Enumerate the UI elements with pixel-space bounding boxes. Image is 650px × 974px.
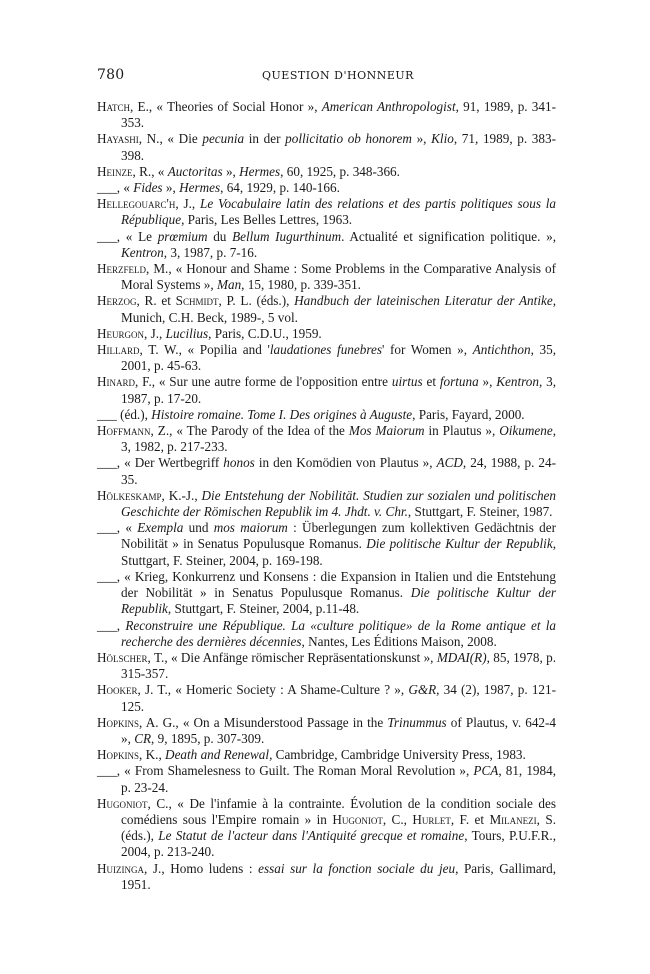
author-name: Hellegouarc'h xyxy=(97,196,176,212)
entry-text: , 91, 1989, p. 341-353. xyxy=(121,99,556,131)
entry-text: , 85, 1978, p. 315-357. xyxy=(121,649,557,682)
bibliography-entry xyxy=(97,488,556,520)
entry-text: , E., « Theories of Social Honor », xyxy=(130,99,322,114)
title-italic: Kentron xyxy=(121,244,164,260)
entry-text: : Überlegungen zum kollektiven Gedächtnis der Nobilität » in Senatus Populusque Romanus. xyxy=(121,520,557,552)
author-name: Heinze xyxy=(97,163,133,179)
bibliography-entry xyxy=(97,342,556,374)
author-name: Hinard xyxy=(97,374,136,390)
bibliography-entry xyxy=(97,180,556,196)
entry-text: in der xyxy=(244,131,286,147)
entry-text: , Stuttgart, F. Steiner, 2004, p.11-48. xyxy=(167,601,360,617)
bibliography-entry xyxy=(97,520,556,569)
entry-text: in Plautus », xyxy=(424,423,500,439)
entry-text: , 9, 1895, p. 307-309. xyxy=(151,730,265,746)
entry-text: und xyxy=(183,520,214,536)
title-italic: PCA xyxy=(473,763,499,779)
bibliography-entry xyxy=(97,455,556,487)
bibliography-entry xyxy=(97,261,556,293)
entry-text: , Nantes, Les Éditions Maison, 2008. xyxy=(301,633,497,649)
entry-text: , 35, 2001, p. 45-63. xyxy=(121,342,557,374)
entry-text: , 15, 1980, p. 339-351. xyxy=(241,277,361,293)
title-italic: mos maiorum xyxy=(213,520,288,536)
entry-text: , Munich, C.H. Beck, 1989-, 5 vol. xyxy=(121,293,556,325)
entry-text: », xyxy=(478,374,497,390)
entry-text: , T. W., « Popilia and ' xyxy=(139,342,270,358)
title-italic: American Anthropologist xyxy=(321,99,456,114)
title-italic: fortuna xyxy=(439,374,479,390)
entry-text: , K.-J., xyxy=(161,487,202,503)
author-name: Herzfeld xyxy=(97,261,147,277)
entry-text: . Actualité et signification politique. », xyxy=(341,228,557,244)
title-italic: Klio xyxy=(431,131,454,147)
title-italic: uirtus xyxy=(391,374,423,390)
entry-text: , 71, 1989, p. 383-398. xyxy=(121,131,556,163)
entry-text: , N., « Die xyxy=(138,131,203,147)
entry-text: du xyxy=(207,228,233,244)
entry-text: , J. T., « Homeric Society : A Shame-Culture ? », xyxy=(137,682,409,698)
bibliography-entry xyxy=(97,293,556,325)
title-italic: CR xyxy=(134,730,152,746)
entry-text: , Z., « The Parody of the Idea of the xyxy=(150,423,349,439)
bibliography-entry xyxy=(97,196,556,228)
bibliography-entry xyxy=(97,131,556,163)
entry-text: , Paris, Fayard, 2000. xyxy=(412,406,525,422)
bibliography-entry xyxy=(97,861,556,893)
author-name: Heurgon xyxy=(97,325,145,341)
bibliography-entry xyxy=(97,407,556,423)
title-italic: Kentron xyxy=(496,374,539,390)
title-italic: Oikumene xyxy=(499,423,553,439)
author-name: Schmidt xyxy=(175,293,219,309)
bibliography-entry xyxy=(97,715,556,747)
title-italic: Exempla xyxy=(137,520,184,536)
title-italic: Le Vocabulaire latin des relations et des partis politiques sous la République xyxy=(121,196,556,228)
entry-text: , 3, 1987, p. 7-16. xyxy=(163,244,258,260)
title-italic: Man xyxy=(216,277,242,293)
title-italic: Death and Renewal xyxy=(165,747,270,763)
entry-text: ___, xyxy=(97,617,126,633)
entry-text: , Cambridge, Cambridge University Press, 1983. xyxy=(269,747,526,763)
bibliography-entry xyxy=(97,326,556,342)
title-italic: essai sur la fonction sociale du jeu xyxy=(258,860,456,876)
bibliography-entry xyxy=(97,164,556,180)
entry-text: ' for Women », xyxy=(381,342,473,358)
entry-text: , C., « De l'infamie à la contrainte. Évolution de la condition sociale des comédiens sous l'Empire romain » in xyxy=(121,795,556,827)
author-name: Milanezi xyxy=(489,811,537,827)
title-italic: Mos Maiorum xyxy=(348,423,425,439)
entry-text: , Paris, Les Belles Lettres, 1963. xyxy=(181,212,353,228)
entry-text: ___, « xyxy=(97,180,134,196)
entry-text: ___, « Der Wertbegriff xyxy=(97,455,224,471)
title-italic: G&R xyxy=(408,682,437,698)
entry-text: », xyxy=(222,163,240,179)
entry-text: , Stuttgart, F. Steiner, 2004, p. 169-198. xyxy=(121,536,556,568)
title-italic: Die Entstehung der Nobilität. Studien zur sozialen und politischen Geschichte der Römischen Republik im 4. Jhdt. v. Chr. xyxy=(121,487,556,520)
bibliography-entry xyxy=(97,99,556,131)
title-italic: Le Statut de l'acteur dans l'Antiquité grecque et romaine xyxy=(158,828,465,844)
title-italic: Die politische Kultur der Republik xyxy=(366,536,553,552)
bibliography-entry xyxy=(97,618,556,650)
bibliography-entry xyxy=(97,650,556,682)
entry-text: ___, « From Shamelesness to Guilt. The Roman Moral Revolution », xyxy=(97,763,474,779)
title-italic: ACD xyxy=(436,455,463,471)
entry-text: , J., Homo ludens : xyxy=(144,860,259,876)
entry-text: , 60, 1925, p. 348-366. xyxy=(280,163,400,179)
author-name: Hopkins xyxy=(97,714,140,730)
title-italic: Hermes xyxy=(179,180,221,196)
author-name: Hölkeskamp xyxy=(97,487,162,503)
title-italic: pollicitatio ob honorem xyxy=(285,131,412,147)
bibliography-entry xyxy=(97,763,556,795)
author-name: Hillard xyxy=(97,342,140,358)
entry-text: , 81, 1984, p. 23-24. xyxy=(121,763,556,795)
entry-text: , F., « Sur une autre forme de l'opposition entre xyxy=(135,374,392,390)
entry-text: ___, « Krieg, Konkurrenz und Konsens : die Expansion in Italien und die Entstehung der Nobilität » in Senatus Populusque Romanus. xyxy=(97,568,556,601)
entry-text: et xyxy=(422,374,440,390)
title-italic: Die politische Kultur der Republik xyxy=(121,585,556,617)
entry-text: , 64, 1929, p. 140-166. xyxy=(220,180,340,196)
entry-text: , J., xyxy=(175,196,200,212)
title-italic: Trinummus xyxy=(387,714,447,730)
bibliography-entry xyxy=(97,569,556,618)
bibliography-entry xyxy=(97,423,556,455)
title-italic: prœmium xyxy=(157,228,208,244)
title-italic: Reconstruire une République. La «culture politique» de la Rome antique et la recherche des dernières décennies xyxy=(121,617,557,649)
title-italic: Histoire romaine. Tome I. Des origines à Auguste xyxy=(151,406,413,422)
entry-text: ___, « Le xyxy=(97,228,158,244)
entry-text: , C., xyxy=(382,811,413,827)
entry-text: , P. L. (éds.), xyxy=(218,293,295,309)
entry-text: , Stuttgart, F. Steiner, 1987. xyxy=(407,504,553,520)
entry-text: , 24, 1988, p. 24-35. xyxy=(121,455,556,487)
entry-text: », xyxy=(411,131,432,147)
author-name: Hugoniot xyxy=(97,795,148,811)
title-italic: Auctoritas xyxy=(167,163,223,179)
author-name: Huizinga xyxy=(97,860,145,876)
title-italic: Antichthon xyxy=(472,342,531,358)
author-name: Hurlet xyxy=(412,811,451,827)
entry-text: , S. (éds.), xyxy=(121,811,556,844)
entry-text: , J., xyxy=(144,325,166,341)
entry-text: ___ (éd.), xyxy=(97,406,152,422)
entry-text: ___, « xyxy=(97,520,138,536)
entry-text: , 3, 1987, p. 17-20. xyxy=(121,374,557,406)
author-name: Hugoniot xyxy=(332,811,383,827)
entry-text: , K., xyxy=(139,747,166,763)
author-name: Hölscher xyxy=(97,649,148,665)
title-italic: laudationes funebres xyxy=(269,342,382,358)
entry-text: , Paris, Gallimard, 1951. xyxy=(121,860,557,892)
entry-text: », xyxy=(162,180,180,196)
entry-text: , Tours, P.U.F.R., 2004, p. 213-240. xyxy=(121,828,556,860)
bibliography-entry xyxy=(97,796,556,861)
running-head: QUESTION D'HONNEUR xyxy=(262,69,414,82)
entry-text: of Plautus, v. 642-4 », xyxy=(121,714,556,746)
entry-text: , M., « Honour and Shame : Some Problems in the Comparative Analysis of Moral Systems », xyxy=(121,261,556,293)
entry-text: , A. G., « On a Misunderstood Passage in the xyxy=(139,714,388,730)
title-italic: pecunia xyxy=(202,131,245,147)
title-italic: Hermes xyxy=(239,163,281,179)
bibliography-list xyxy=(97,99,556,893)
author-name: Hayashi xyxy=(97,131,139,147)
author-name: Hopkins xyxy=(97,747,140,763)
entry-text: , 34 (2), 1987, p. 121-125. xyxy=(121,682,556,714)
page-number: 780 xyxy=(97,67,125,83)
entry-text: , T., « Die Anfänge römischer Repräsentationskunst », xyxy=(147,649,437,665)
entry-text: , R., « xyxy=(132,163,168,179)
author-name: Hoffmann xyxy=(97,423,151,439)
bibliography-entry xyxy=(97,374,556,406)
bibliography-entry xyxy=(97,682,556,714)
bibliography-entry xyxy=(97,229,556,261)
entry-text: , 3, 1982, p. 217-233. xyxy=(121,423,556,455)
author-name: Hooker xyxy=(97,682,138,698)
title-italic: honos xyxy=(223,455,255,471)
bibliography-entry xyxy=(97,747,556,763)
author-name: Hatch xyxy=(97,99,131,114)
title-italic: Bellum Iugurthinum xyxy=(232,228,342,244)
title-italic: Lucilius xyxy=(165,325,209,341)
title-italic: Handbuch der lateinischen Literatur der Antike xyxy=(294,293,553,309)
entry-text: , R. et xyxy=(136,293,176,309)
entry-text: in den Komödien von Plautus », xyxy=(254,455,437,471)
title-italic: Fides xyxy=(133,180,163,196)
title-italic: MDAI(R) xyxy=(436,649,487,665)
author-name: Herzog xyxy=(97,293,137,309)
entry-text: , Paris, C.D.U., 1959. xyxy=(208,325,322,341)
entry-text: , F. et xyxy=(450,811,490,827)
